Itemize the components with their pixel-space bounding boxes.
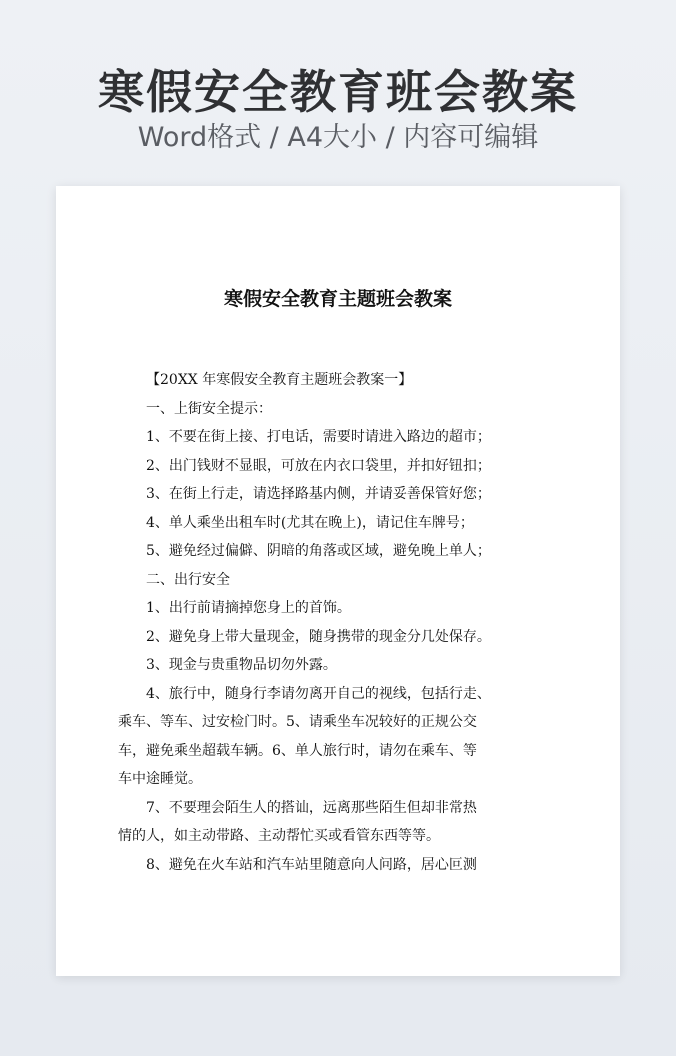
paragraph-line: 1、出行前请摘掉您身上的首饰。 [146, 600, 351, 616]
paragraph-line: 车中途睡觉。 [118, 771, 202, 787]
paragraph-line: 2、避免身上带大量现金，随身携带的现金分几处保存。 [146, 628, 491, 645]
paragraph-line: 4、单人乘坐出租车时(尤其在晚上)，请记住车牌号； [146, 514, 474, 531]
paragraph-line: 1、不要在街上接、打电话，需要时请进入路边的超市； [146, 429, 491, 445]
paragraph-line: 3、在街上行走，请选择路基内侧，并请妥善保管好您； [146, 486, 491, 502]
banner-subtitle: Word格式 / A4大小 / 内容可编辑 [137, 122, 539, 153]
paragraph-line: 2、出门钱财不显眼，可放在内衣口袋里，并扣好钮扣； [146, 457, 491, 474]
paragraph-line: 车，避免乘坐超载车辆。6、单人旅行时，请勿在乘车、等 [118, 742, 477, 759]
section-heading: 【20XX 年寒假安全教育主题班会教案一】 [146, 372, 413, 388]
paragraph-line: 7、不要理会陌生人的搭讪，远离那些陌生但却非常热 [146, 799, 477, 816]
document-body [118, 366, 532, 879]
document-page [56, 186, 620, 976]
banner-title: 寒假安全教育班会教案 [98, 65, 578, 119]
subsection-heading: 二、出行安全 [146, 571, 230, 588]
subsection-heading: 一、上街安全提示： [146, 400, 272, 417]
paragraph-line: 5、避免经过偏僻、阴暗的角落或区域，避免晚上单人； [146, 543, 491, 559]
paragraph-line: 3、现金与贵重物品切勿外露。 [146, 657, 337, 673]
document-title: 寒假安全教育主题班会教案 [223, 288, 452, 310]
paragraph-line: 乘车、等车、过安检门时。5、请乘坐车况较好的正规公交 [118, 714, 477, 730]
paragraph-line: 4、旅行中，随身行李请勿离开自己的视线，包括行走、 [146, 685, 491, 702]
paragraph-line: 8、避免在火车站和汽车站里随意向人问路，居心叵测 [146, 856, 477, 873]
paragraph-line: 情的人，如主动带路、主动帮忙买或看管东西等等。 [118, 828, 440, 844]
